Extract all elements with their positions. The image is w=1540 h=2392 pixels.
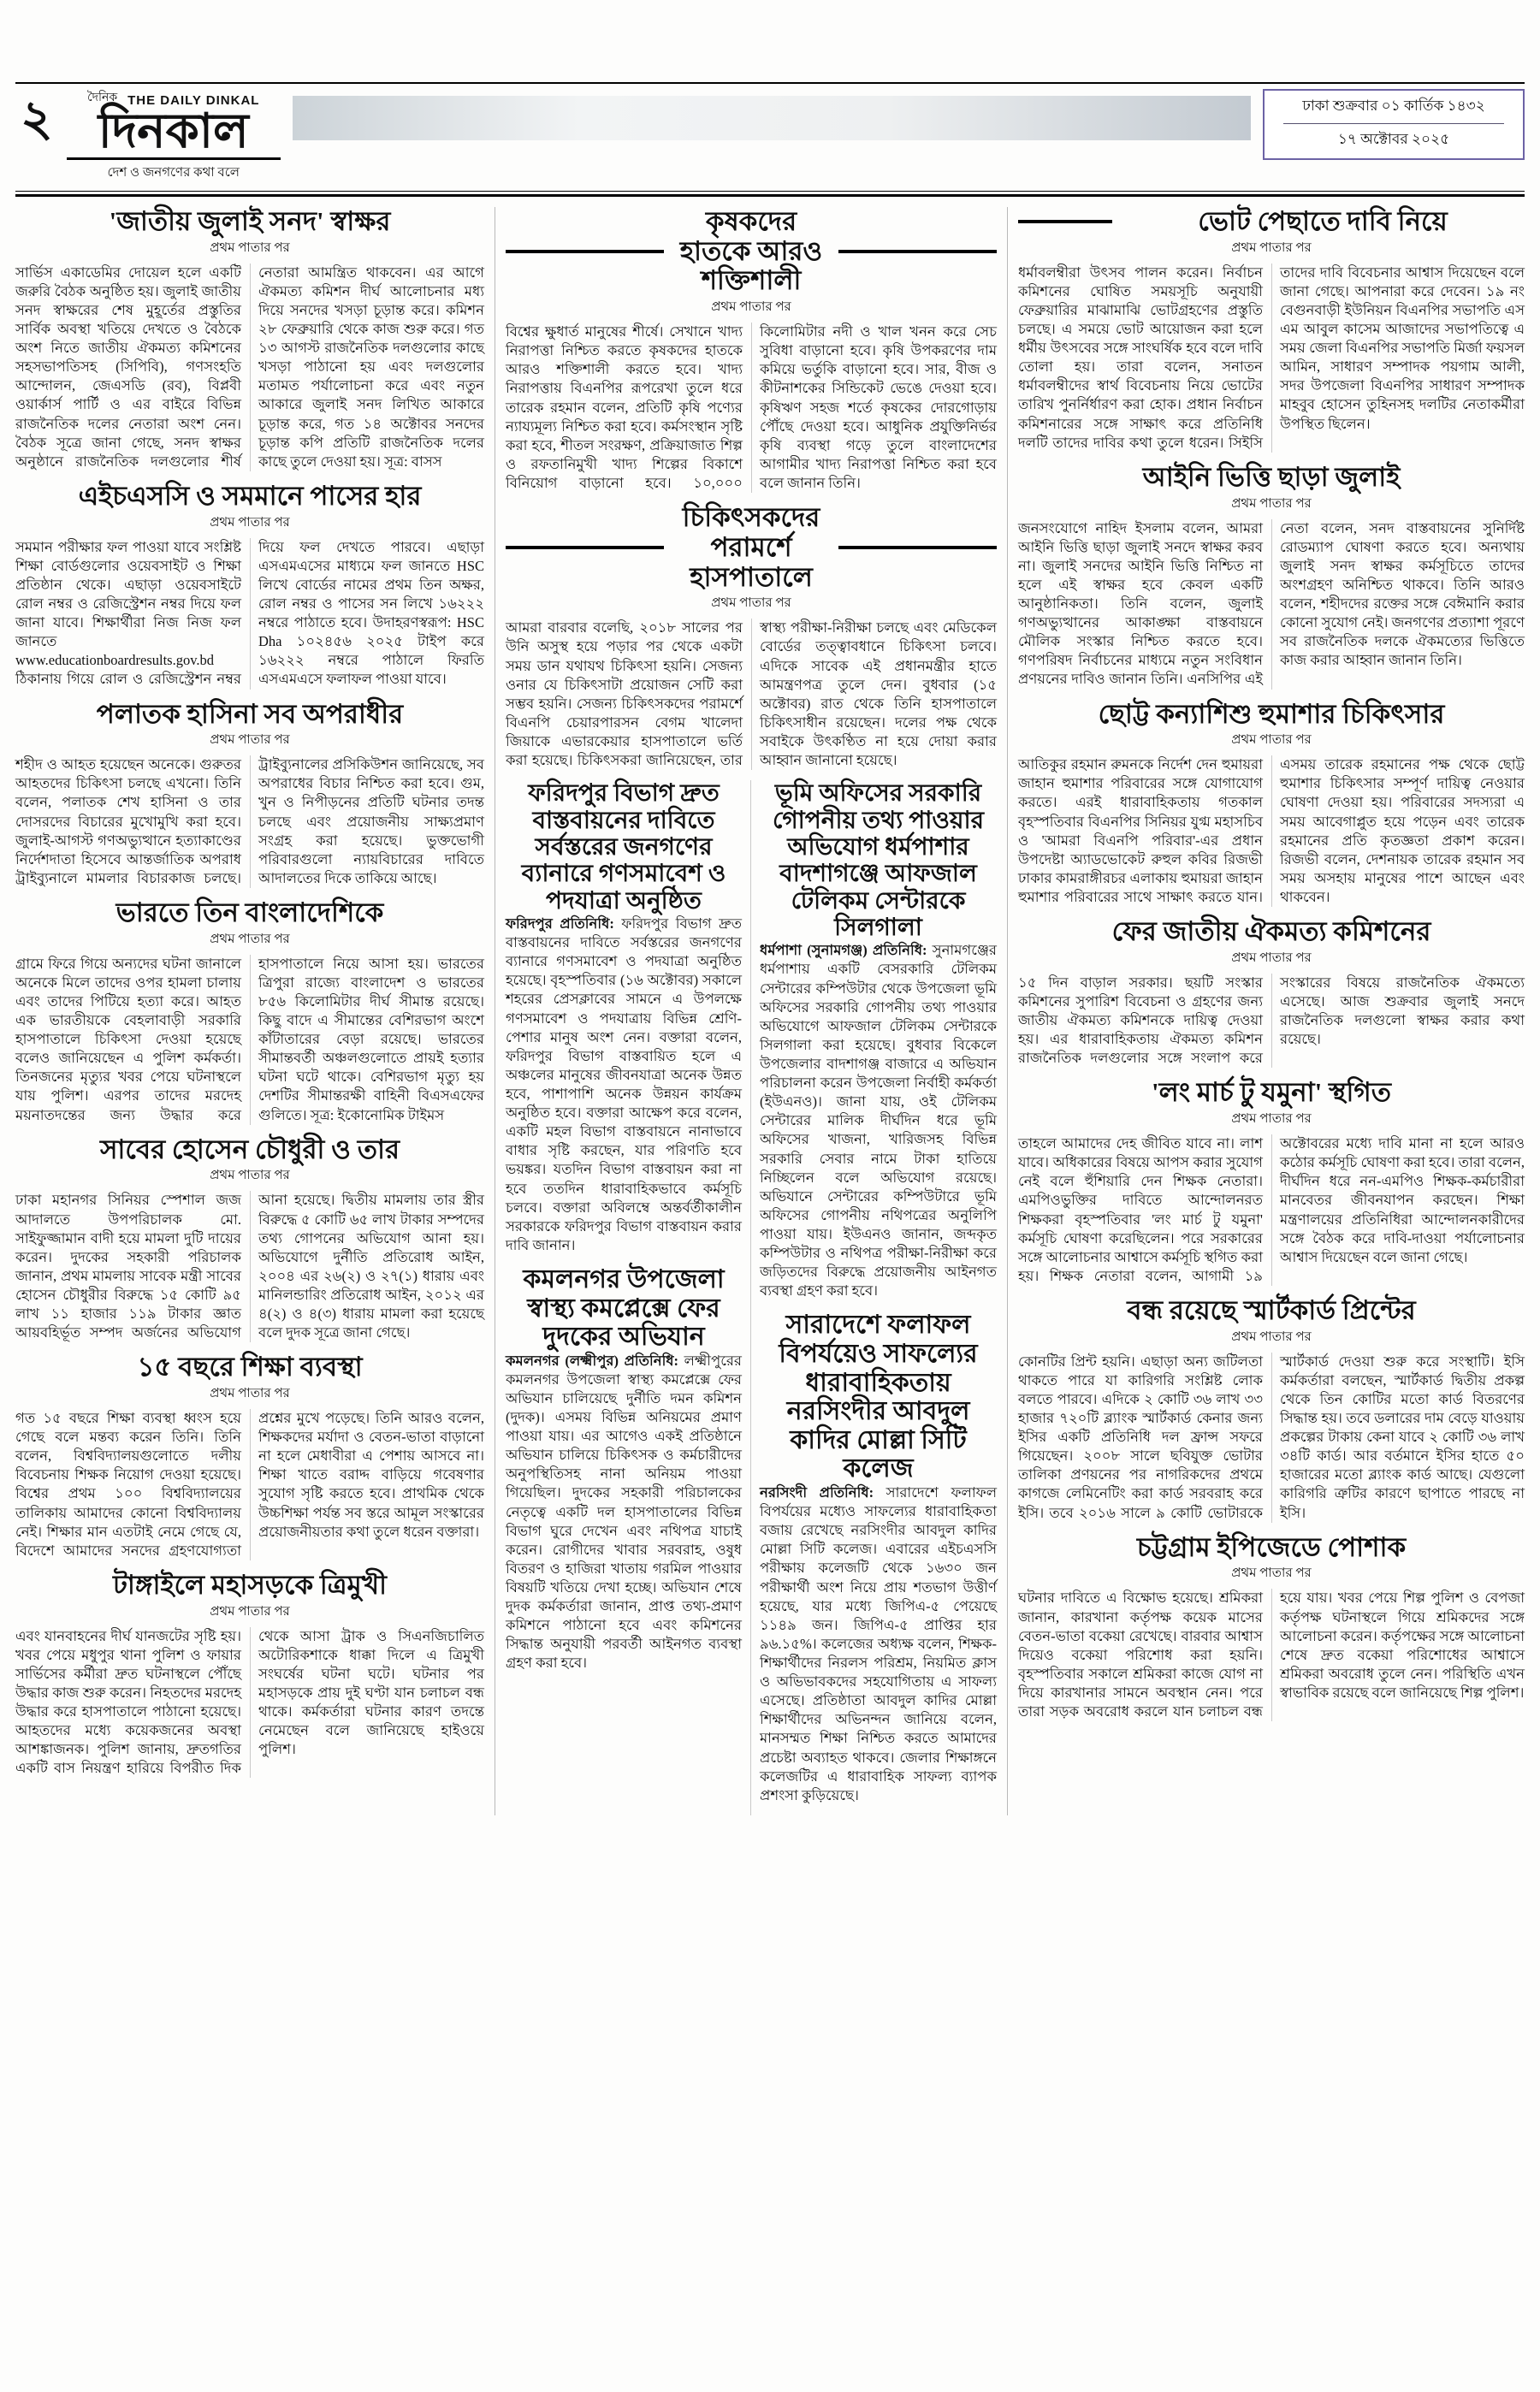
dateline: ধর্মপাশা (সুনামগঞ্জ) প্রতিনিধি: — [760, 942, 927, 959]
article-hsc-pass-rate — [15, 482, 484, 690]
article-education-15-years — [15, 1353, 484, 1560]
article-body: আতিকুর রহমান রুমনকে নির্দেশ দেন হুমায়রা জাহান হুমাশার পরিবারের সঙ্গে যোগাযোগ করতে। এরই ধারাবাহিকতায় গতকাল বৃহস্পতিবার বিএনপির সিনিয়র যুগ্ম মহাসচিব ও 'আমরা বিএনপি পরিবার'-এর প্রধান উপদেষ্টা অ্যাডভোকেট রুহুল কবির রিজভী ঢাকার কামরাঙ্গীরচর এলাকায় হুমায়রা জাহান হুমাশার পরিবারের সাথে সাক্ষাৎ করতে যান। এসময় তারেক রহমানের পক্ষ থেকে ছোট্ট হুমাশার চিকিৎসার সম্পূর্ণ দায়িত্ব নেওয়ার ঘোষণা দেওয়া হয়। পরিবারের সদস্যরা এ সময় আবেগাপ্লুত হয়ে পড়েন এবং তারেক রহমানের প্রতি কৃতজ্ঞতা প্রকাশ করেন। রিজভী বলেন, দেশনায়ক তারেক রহমান সব সময় অসহায় মানুষের পাশে আছেন এবং থাকবেন। — [1018, 756, 1525, 905]
article-body: এবং যানবাহনের দীর্ঘ যানজটের সৃষ্টি হয়। খবর পেয়ে মধুপুর থানা পুলিশ ও ফায়ার সার্ভিসের কর্মীরা দ্রুত ঘটনাস্থলে পৌঁছে উদ্ধার কাজ শুরু করেন। নিহতদের মরদেহ উদ্ধার করে হাসপাতালে পাঠানো হয়েছে। আহতদের মধ্যে কয়েকজনের অবস্থা আশঙ্কাজনক। পুলিশ জানায়, দ্রুতগতির একটি বাস নিয়ন্ত্রণ হারিয়ে বিপরীত দিক থেকে আসা ট্রাক ও সিএনজিচালিত অটোরিকশাকে ধাক্কা দিলে এ ত্রিমুখী সংঘর্ষের ঘটনা ঘটে। ঘটনার পর মহাসড়কে প্রায় দুই ঘণ্টা যান চলাচল বন্ধ থাকে। কর্মকর্তারা ঘটনার কারণ তদন্তে নেমেছেন বলে জানিয়েছে হাইওয়ে পুলিশ। — [15, 1627, 484, 1777]
article-three-bangladeshis-india — [15, 898, 484, 1125]
continued-from-front-page-label: প্রথম পাতার পর — [1231, 950, 1312, 965]
article-khaleda-hospital — [506, 503, 997, 770]
dateline: নরসিংদী প্রতিনিধি: — [760, 1483, 874, 1501]
newspaper-logo — [67, 87, 281, 184]
article-body-text: সারাদেশে ফলাফল বিপর্যয়ের মধ্যেও সাফল্যের ধারাবাহিকতা বজায় রেখেছে নরসিংদীর আবদুল কাদির মোল্লা সিটি কলেজ। এবারের এইচএসসি পরীক্ষায় কলেজটি থেকে ১৬৩০ জন পরীক্ষার্থী অংশ নিয়ে প্রায় শতভাগ উত্তীর্ণ হয়েছে, যার মধ্যে জিপিএ-৫ পেয়েছে ১১৪৯ জন। জিপিএ-৫ প্রাপ্তির হার ৯৬.১৫%। কলেজের অধ্যক্ষ বলেন, শিক্ষক-শিক্ষার্থীদের নিরলস পরিশ্রম, নিয়মিত ক্লাস ও অভিভাবকদের সহযোগিতায় এ সাফল্য এসেছে। প্রতিষ্ঠাতা আবদুল কাদির মোল্লা শিক্ষার্থীদের অভিনন্দন জানিয়ে বলেন, মানসম্মত শিক্ষা নিশ্চিত করতে আমাদের প্রচেষ্টা অব্যাহত থাকবে। জেলার শিক্ষাঙ্গনে কলেজটির এ ধারাবাহিক সাফল্য ব্যাপক প্রশংসা কুড়িয়েছে। — [760, 1483, 997, 1803]
article-farmers-empowerment — [506, 207, 997, 493]
article-body: শহীদ ও আহত হয়েছেন অনেকে। গুরুতর আহতদের চিকিৎসা চলছে এখনো। তিনি বলেন, পলাতক শেখ হাসিনা ও তার দোসরদের বিচারের মুখোমুখি করা হবে। জুলাই-আগস্ট গণঅভ্যুত্থানে হত্যাকাণ্ডের নির্দেশদাতা হিসেবে আন্তর্জাতিক অপরাধ ট্রাইব্যুনালে মামলার বিচারকাজ চলছে। ট্রাইব্যুনালের প্রসিকিউশন জানিয়েছে, সব অপরাধের বিচার নিশ্চিত করা হবে। গুম, খুন ও নিপীড়নের প্রতিটি ঘটনার তদন্ত চলছে এবং প্রয়োজনীয় সাক্ষ্যপ্রমাণ সংগ্রহ করা হয়েছে। ভুক্তভোগী পরিবারগুলো ন্যায়বিচারের দাবিতে আদালতের দিকে তাকিয়ে আছে। — [15, 756, 484, 886]
article-body: গত ১৫ বছরে শিক্ষা ব্যবস্থা ধ্বংস হয়ে গেছে বলে মন্তব্য করেন তিনি। তিনি বলেন, বিশ্ববিদ্যালয়গুলোতে দলীয় বিবেচনায় শিক্ষক নিয়োগ দেওয়া হয়েছে। বিশ্বের প্রথম ১০০ বিশ্ববিদ্যালয়ের তালিকায় আমাদের কোনো বিশ্ববিদ্যালয় নেই। শিক্ষার মান এতটাই নেমে গেছে যে, বিদেশে আমাদের সনদের গ্রহণযোগ্যতা প্রশ্নের মুখে পড়েছে। তিনি আরও বলেন, শিক্ষকদের মর্যাদা ও বেতন-ভাতা বাড়ানো না হলে মেধাবীরা এ পেশায় আসবে না। শিক্ষা খাতে বরাদ্দ বাড়িয়ে গবেষণার সুযোগ সৃষ্টি করতে হবে। প্রাথমিক থেকে উচ্চশিক্ষা পর্যন্ত সব স্তরে আমূল সংস্কারের প্রয়োজনীয়তার কথা তুলে ধরেন বক্তারা। — [15, 1410, 484, 1559]
headline: ভারতে তিন বাংলাদেশিকে — [116, 897, 384, 927]
headline: চিকিৎসকদের পরামর্শে হাসপাতালে — [682, 502, 820, 592]
article-body: গ্রামে ফিরে গিয়ে অন্যদের ঘটনা জানালে অনেকে মিলে তাদের ওপর হামলা চালায় এবং তাদের পিটিয়ে হত্যা করে। আহত এক ভারতীয়কে বেহলাবাড়ী সরকারি হাসপাতালে চিকিৎসা দেওয়া হয়েছে বলেও জানিয়েছেন এ পুলিশ কর্মকর্তা। তিনজনের মৃত্যুর খবর পেয়ে ঘটনাস্থলে যায় পুলিশ। এরপর তাদের মরদেহ ময়নাতদন্তের জন্য উদ্ধার করে হাসপাতালে নিয়ে আসা হয়। ভারতের ত্রিপুরা রাজ্যে বাংলাদেশ ও ভারতের ৮৫৬ কিলোমিটার দীর্ঘ সীমান্ত রয়েছে। কিছু বাদে এ সীমান্তের বেশিরভাগ অংশে কাঁটাতারের বেড়া রয়েছে। ভারতের সীমান্তবর্তী অঞ্চলগুলোতে প্রায়ই হত্যার ঘটনা ঘটে থাকে। বেশিরভাগ মৃত্যু হয় দেশটির সীমান্তরক্ষী বাহিনী বিএসএফের গুলিতে। সূত্র: ইকোনোমিক টাইমস — [15, 955, 484, 1123]
headline-rule-left — [1018, 220, 1112, 223]
continued-from-front-page-label: প্রথম পাতার পর — [1231, 496, 1312, 511]
headline: ছোট্ট কন্যাশিশু হুমাশার চিকিৎসার — [1098, 698, 1445, 729]
dateline: কমলনগর (লক্ষ্মীপুর) প্রতিনিধি: — [506, 1352, 679, 1369]
article-kamalnagar-dudak-raid — [506, 1265, 742, 1673]
article-vote-postpone-demand — [1018, 207, 1525, 453]
dateline: ফরিদপুর প্রতিনিধি: — [506, 915, 614, 932]
article-ctg-epz-garments — [1018, 1533, 1525, 1721]
middle-column-group — [495, 207, 1008, 1815]
headline-rule-right — [838, 250, 997, 253]
article-body: সার্ভিস একাডেমির দোয়েল হলে একটি জরুরি বৈঠক অনুষ্ঠিত হয়। জুলাই জাতীয় সনদ স্বাক্ষরের শেষ মুহূর্তের প্রস্তুতির সার্বিক অবস্থা খতিয়ে দেখতে ও বৈঠকে অংশ নিতে জাতীয় ঐকমত্য কমিশনের সহসভাপতিসহ (সিপিবি), গণসংহতি আন্দোলন, জেএসডি (রব), বিপ্লবী ওয়ার্কার্স পার্টি ও এর বাইরে বিভিন্ন রাজনৈতিক দলের নেতারা অংশ নেন। বৈঠক সূত্রে জানা গেছে, সনদ স্বাক্ষর অনুষ্ঠানে রাজনৈতিক দলগুলোর শীর্ষ নেতারা আমন্ত্রিত থাকবেন। এর আগে ঐকমত্য কমিশন দীর্ঘ আলোচনার মধ্য দিয়ে সনদের খসড়া চূড়ান্ত করে। কমিশন ২৮ ফেব্রুয়ারি থেকে কাজ শুরু করে। গত ১৩ আগস্ট রাজনৈতিক দলগুলোর কাছে খসড়া পাঠানো হয় এবং দলগুলোর মতামত পর্যালোচনা করে এবং নতুন আকারে জুলাই সনদ লিখিত আকারে চূড়ান্ত করে, গত ১৪ অক্টোবর সনদের চূড়ান্ত কপি প্রতিটি রাজনৈতিক দলের কাছে তুলে দেওয়া হয়। সূত্র: বাসস — [15, 263, 484, 470]
article-tangail-highway-crash — [15, 1571, 484, 1779]
article-body: কোনটির প্রিন্ট হয়নি। এছাড়া অন্য জটিলতা থাকতে পারে যা কারিগরি সংশ্লিষ্ট লোক বলতে পারবে। এদিকে ২ কোটি ৩৬ লাখ ৩৩ হাজার ৭২০টি ব্ল্যাংক স্মার্টকার্ড কেনার জন্য ইসির একটি প্রতিনিধি দল ফ্রান্স সফরে গিয়েছেন। ২০০৮ সালে ছবিযুক্ত ভোটার তালিকা প্রণয়নের পর নাগরিকদের প্রথমে কাগজে লেমিনেটিং করা কার্ড সরবরাহ করে ইসি। তবে ২০১৬ সালে ৯ কোটি ভোটারকে স্মার্টকার্ড দেওয়া শুরু করে সংস্থাটি। ইসি কর্মকর্তারা বলছেন, স্মার্টকার্ড দ্বিতীয় প্রকল্প থেকে তিন কোটির মতো কার্ড বিতরণের সিদ্ধান্ত হয়। তবে ডলারের দাম বেড়ে যাওয়ায় প্রকল্পের টাকায় কেনা যাবে ২ কোটি ৩৬ লাখ ৩৪টি কার্ড। আর বর্তমানে ইসির হাতে ৫০ হাজারের মতো ব্ল্যাংক কার্ড আছে। যেগুলো কারিগরি ত্রুটির কারণে ছাপাতে পারছে না ইসি। — [1018, 1353, 1525, 1521]
continued-from-front-page-label: প্রথম পাতার পর — [210, 932, 290, 946]
headline: কমলনগর উপজেলা স্বাস্থ্য কমপ্লেক্সে ফের দুদকের অভিযান — [523, 1264, 725, 1352]
article-body: সমমান পরীক্ষার ফল পাওয়া যাবে সংশ্লিষ্ট শিক্ষা বোর্ডগুলোর ওয়েবসাইট ও শিক্ষা প্রতিষ্ঠান থেকে। এছাড়া ওয়েবসাইটে রোল নম্বর ও রেজিস্ট্রেশন নম্বর দিয়ে ফল জানা যাবে। শিক্ষার্থীরা নিজ নিজ ফল জানতে www.educationboardresults.gov.bd ঠিকানায় গিয়ে রোল ও রেজিস্ট্রেশন নম্বর দিয়ে ফল দেখতে পারবে। এছাড়া এসএমএসের মাধ্যমে ফল জানতে HSC লিখে বোর্ডের নামের প্রথম তিন অক্ষর, রোল নম্বর ও পাসের সন লিখে ১৬২২২ নম্বরে পাঠাতে হবে। উদাহরণস্বরূপ: HSC Dha ১০২৪৫৬ ২০২৫ টাইপ করে ১৬২২২ নম্বরে পাঠালে ফিরতি এসএমএসে ফলাফল পাওয়া যাবে। — [15, 538, 484, 688]
article-body: ধর্মাবলম্বীরা উৎসব পালন করেন। নির্বাচন কমিশনের ঘোষিত সময়সূচি অনুযায়ী ফেব্রুয়ারির মাঝামাঝি ভোটগ্রহণের প্রস্তুতি চলছে। এ সময়ে ভোট আয়োজন করা হলে ধর্মীয় উৎসবের সঙ্গে সাংঘর্ষিক হবে বলে দাবি তোলা হয়। তারা বলেন, সনাতন ধর্মাবলম্বীদের স্বার্থ বিবেচনায় নিয়ে ভোটের তারিখ পুনর্নির্ধারণ করা হোক। প্রধান নির্বাচন কমিশনারের সঙ্গে সাক্ষাৎ করে প্রতিনিধি দলটি তাদের দাবির কথা তুলে ধরেন। সিইসি তাদের দাবি বিবেচনার আশ্বাস দিয়েছেন বলে জানা গেছে। আপনারা করে দেবেন। ১৯ নং বেগুনবাড়ী ইউনিয়ন বিএনপির সভাপতি এস এম আবুল কাসেম আজাদের সভাপতিত্বে এ সময় জেলা বিএনপির সভাপতি মির্জা ফয়সল আমিন, সাধারণ সম্পাদক পয়গাম আলী, সদর উপজেলা বিএনপির সাধারণ সম্পাদক মাহবুব হোসেন তুহিনসহ দলটির নেতাকর্মীরা উপস্থিত ছিলেন। — [1018, 263, 1525, 451]
headline: ফরিদপুর বিভাগ দ্রুত বাস্তবায়নের দাবিতে সর্বস্তরের জনগণের ব্যানারে গণসমাবেশ ও পদযাত্রা অনুষ্ঠিত — [521, 780, 726, 915]
headline-rule-left — [506, 546, 664, 549]
article-consensus-commission-extension — [1018, 917, 1525, 1068]
headline: ফের জাতীয় ঐকমত্য কমিশনের — [1111, 916, 1431, 947]
article-body-text: লক্ষ্মীপুরের কমলনগর উপজেলা স্বাস্থ্য কমপ্লেক্সে ফের অভিযান চালিয়েছে দুর্নীতি দমন কমিশন (দুদক)। এসময় বিভিন্ন অনিয়মের প্রমাণ পাওয়া যায়। এর আগেও একই প্রতিষ্ঠানে অভিযান চালিয়ে চিকিৎসক ও কর্মচারীদের অনুপস্থিতিসহ নানা অনিয়ম পাওয়া গিয়েছিল। দুদকের সহকারী পরিচালকের নেতৃত্বে একটি দল হাসপাতালের বিভিন্ন বিভাগ ঘুরে দেখেন এবং নথিপত্র যাচাই করেন। রোগীদের খাবার সরবরাহ, ওষুধ বিতরণ ও হাজিরা খাতায় গরমিল পাওয়ার বিষয়টি খতিয়ে দেখা হচ্ছে। অভিযান শেষে দুদক কর্মকর্তারা জানান, প্রাপ্ত তথ্য-প্রমাণ কমিশনে পাঠানো হবে এবং কমিশনের সিদ্ধান্ত অনুযায়ী পরবর্তী আইনগত ব্যবস্থা গ্রহণ করা হবে। — [506, 1352, 742, 1672]
date-gregorian: ১৭ অক্টোবর ২০২৫ — [1337, 131, 1450, 147]
article-body — [506, 1352, 742, 1673]
article-faridpur-division-rally — [506, 780, 742, 1255]
article-july-charter — [15, 207, 484, 471]
article-body-text: ফরিদপুর বিভাগ দ্রুত বাস্তবায়নের দাবিতে সর্বস্তরের জনগণের ব্যানারে গণসমাবেশ ও পদযাত্রা অনুষ্ঠিত হয়েছে। বৃহস্পতিবার (১৬ অক্টোবর) সকালে শহরের প্রেসক্লাবের সামনে এ উপলক্ষে গণসমাবেশ ও পদযাত্রায় বিভিন্ন শ্রেণি-পেশার মানুষ অংশ নেন। বক্তারা বলেন, ফরিদপুর বিভাগ বাস্তবায়িত হলে এ অঞ্চলের মানুষের জীবনযাত্রা অনেক উন্নত হবে, পাশাপাশি অনেক উন্নয়ন কার্যক্রম অনুষ্ঠিত হবে। বক্তারা আক্ষেপ করে বলেন, একটি মহল বিভাগ বাস্তবায়নে নানাভাবে বাধার সৃষ্টি করছেন, যার পরিণতি হবে ভয়ঙ্কর। যতদিন বিভাগ বাস্তবায়ন করা না হবে ততদিন ধারাবাহিকভাবে কর্মসূচি চলবে। বক্তারা অবিলম্বে অন্তর্বর্তীকালীন সরকারকে ফরিদপুর বিভাগ বাস্তবায়ন করার দাবি জানান। — [506, 915, 743, 1253]
article-body: ঘটনার দাবিতে এ বিক্ষোভ হয়েছে। শ্রমিকরা জানান, কারখানা কর্তৃপক্ষ কয়েক মাসের বেতন-ভাতা বকেয়া রেখেছে। বারবার আশ্বাস দিয়েও বকেয়া পরিশোধ করা হয়নি। বৃহস্পতিবার সকালে শ্রমিকরা কাজে যোগ না দিয়ে কারখানার সামনে অবস্থান নেন। পরে তারা সড়ক অবরোধ করলে যান চলাচল বন্ধ হয়ে যায়। খবর পেয়ে শিল্প পুলিশ ও বেপজা কর্তৃপক্ষ ঘটনাস্থলে গিয়ে শ্রমিকদের সঙ্গে আলোচনা করেন। কর্তৃপক্ষের সঙ্গে আলোচনা শেষে দ্রুত বকেয়া পরিশোধের আশ্বাসে শ্রমিকরা অবরোধ তুলে নেন। পরিস্থিতি এখন স্বাভাবিক রয়েছে বলে জানিয়েছে শিল্প পুলিশ। — [1018, 1590, 1525, 1720]
masthead — [15, 82, 1525, 184]
headline: আইনি ভিত্তি ছাড়া জুলাই — [1142, 461, 1401, 492]
article-body-text: সুনামগঞ্জের ধর্মপাশায় একটি বেসরকারি টেলিকম সেন্টারের কম্পিউটার থেকে উপজেলা ভূমি অফিসের সরকারি গোপনীয় তথ্য পাওয়ার অভিযোগে আফজাল টেলিকম সেন্টারকে সিলগালা করা হয়েছে। বুধবার বিকেলে উপজেলার বাদশাগঞ্জ বাজারে এ অভিযান পরিচালনা করেন উপজেলা নির্বাহী কর্মকর্তা (ইউএনও)। জানা যায়, ওই টেলিকম সেন্টারের মালিক দীর্ঘদিন ধরে ভূমি অফিসের খাজনা, খারিজসহ বিভিন্ন সরকারি সেবার নামে টাকা হাতিয়ে নিচ্ছিলেন বলে অভিযোগ রয়েছে। অভিযানে সেন্টারের কম্পিউটারে ভূমি অফিসের গোপনীয় নথিপত্রের অনুলিপি পাওয়া যায়। ইউএনও জানান, জব্দকৃত কম্পিউটার ও নথিপত্র পরীক্ষা-নিরীক্ষা করে জড়িতদের বিরুদ্ধে প্রয়োজনীয় আইনগত ব্যবস্থা গ্রহণ করা হবে। — [760, 942, 997, 1300]
article-body: ১৫ দিন বাড়াল সরকার। ছয়টি সংস্কার কমিশনের সুপারিশ বিবেচনা ও গ্রহণের জন্য জাতীয় ঐকমত্য কমিশনকে দায়িত্ব দেওয়া হয়। এর ধারাবাহিকতায় ঐকমত্য কমিশন রাজনৈতিক দলগুলোর সঙ্গে সংলাপ করে সংস্কারের বিষয়ে রাজনৈতিক ঐকমত্যে এসেছে। আজ শুক্রবার জুলাই সনদে রাজনৈতিক দলগুলো স্বাক্ষর করার কথা রয়েছে। — [1018, 974, 1525, 1067]
date-divider — [1283, 123, 1504, 124]
headline: ভোট পেছাতে দাবি নিয়ে — [1198, 206, 1448, 236]
headline: ভূমি অফিসের সরকারি গোপনীয় তথ্য পাওয়ার অভিযোগ ধর্মপাশার বাদশাগঞ্জে আফজাল টেলিকম সেন্টারকে সিলগালা — [772, 780, 985, 941]
masthead-banner — [293, 96, 1251, 140]
article-saber-hossain-chowdhury — [15, 1135, 484, 1343]
article-long-march-jamuna-postponed — [1018, 1078, 1525, 1286]
article-body — [760, 1483, 997, 1805]
middle-sub-columns — [506, 780, 997, 1815]
left-column-group — [15, 207, 495, 1815]
page-content — [15, 207, 1525, 1815]
headline: পলাতক হাসিনা সব অপরাধীর — [96, 698, 404, 729]
article-july-legal-basis — [1018, 463, 1525, 690]
headline: সারাদেশে ফলাফল বিপর্যয়েও সাফল্যের ধারাবাহিকতায় নরসিংদীর আবদুল কাদির মোল্লা সিটি কলেজ — [779, 1311, 978, 1483]
continued-from-front-page-label: প্রথম পাতার পর — [210, 1604, 290, 1619]
headline: চট্টগ্রাম ইপিজেডে পোশাক — [1136, 1531, 1407, 1562]
article-body: বিশ্বের ক্ষুধার্ত মানুষের শীর্ষে। সেখানে খাদ্য নিরাপত্তা নিশ্চিত করতে কৃষকদের হাতকে আরও শক্তিশালী করতে হবে। খাদ্য নিরাপত্তায় বিএনপির রূপরেখা তুলে ধরে তারেক রহমান বলেন, প্রতিটি কৃষি পণ্যের ন্যায্যমূল্য নিশ্চিত করা হবে। কর্মসংস্থান সৃষ্টি করা হবে, শীতল সংরক্ষণ, প্রক্রিয়াজাত শিল্প ও রফতানিমুখী খাদ্য শিল্পের বিকাশে বিনিয়োগ বাড়ানো হবে। ১০,০০০ কিলোমিটার নদী ও খাল খনন করে সেচ সুবিধা বাড়ানো হবে। কৃষি উপকরণের দাম কমিয়ে ভর্তুকি বাড়ানো হবে। সার, বীজ ও কীটনাশকের সিন্ডিকেট ভেঙে দেওয়া হবে। কৃষিঋণ সহজ শর্তে কৃষকের দোরগোড়ায় পৌঁছে দেওয়া হবে। আধুনিক প্রযুক্তিনির্ভর কৃষি ব্যবস্থা গড়ে তুলে বাংলাদেশের আগামীর খাদ্য নিরাপত্তা নিশ্চিত করা হবে বলে জানান তিনি। — [506, 323, 997, 492]
article-akm-city-college — [760, 1311, 997, 1804]
continued-from-front-page-label: প্রথম পাতার পর — [1231, 1112, 1312, 1127]
right-column-group — [1008, 207, 1525, 1815]
article-body: জনসংযোগে নাহিদ ইসলাম বলেন, আমরা আইনি ভিত্তি ছাড়া জুলাই সনদে স্বাক্ষর করব না। জুলাই সনদের আইনি ভিত্তি নিশ্চিত না হলে এই স্বাক্ষর হবে কেবল একটি আনুষ্ঠানিকতা। তিনি বলেন, জুলাই গণঅভ্যুত্থানের আকাঙ্ক্ষা বাস্তবায়নে মৌলিক সংস্কার নিশ্চিত করতে হবে। গণপরিষদ নির্বাচনের মাধ্যমে নতুন সংবিধান প্রণয়নের দাবিও জানান তিনি। এনসিপির এই নেতা বলেন, সনদ বাস্তবায়নের সুনির্দিষ্ট রোডম্যাপ ঘোষণা করতে হবে। অন্যথায় জুলাই সনদ স্বাক্ষর কর্মসূচিতে তাদের অংশগ্রহণ অনিশ্চিত থাকবে। তিনি আরও বলেন, শহীদদের রক্তের সঙ্গে বেঈমানি করার কোনো সুযোগ নেই। জনগণের প্রত্যাশা পূরণে সব রাজনৈতিক দলকে ঐকমত্যের ভিত্তিতে কাজ করার আহ্বান জানান তিনি। — [1018, 519, 1525, 688]
tagline: দেশ ও জনগণের কথা বলে — [107, 166, 240, 180]
headline: কৃষকদের হাতকে আরও শক্তিশালী — [679, 206, 823, 296]
article-body — [760, 941, 997, 1300]
middle-sub-column-left — [506, 780, 751, 1815]
continued-from-front-page-label: প্রথম পাতার পর — [210, 1387, 290, 1401]
page-number: ২ — [21, 91, 53, 146]
headline: ১৫ বছরে শিক্ষা ব্যবস্থা — [137, 1352, 363, 1383]
headline: 'লং মার্চ টু যমুনা' স্থগিত — [1151, 1077, 1392, 1108]
continued-from-front-page-label: প্রথম পাতার পর — [210, 1169, 290, 1183]
article-body: তাহলে আমাদের দেহ জীবিত যাবে না। লাশ যাবে। অধিকারের বিষয়ে আপস করার সুযোগ নেই বলে হুঁশিয়ারি দেন শিক্ষক নেতারা। এমপিওভুক্তির দাবিতে আন্দোলনরত শিক্ষকরা বৃহস্পতিবার 'লং মার্চ টু যমুনা' কর্মসূচি ঘোষণা করেছিলেন। পরে সরকারের সঙ্গে আলোচনার আশ্বাসে কর্মসূচি স্থগিত করা হয়। শিক্ষক নেতারা বলেন, আগামী ১৯ অক্টোবরের মধ্যে দাবি মানা না হলে আরও কঠোর কর্মসূচি ঘোষণা করা হবে। তারা বলেন, দীর্ঘদিন ধরে নন-এমপিও শিক্ষক-কর্মচারীরা মানবেতর জীবনযাপন করছেন। শিক্ষা মন্ত্রণালয়ের প্রতিনিধিরা আন্দোলনকারীদের সঙ্গে বৈঠক করে দাবি-দাওয়া পর্যালোচনার আশ্বাস দিয়েছেন বলে জানা গেছে। — [1018, 1135, 1525, 1284]
article-body — [506, 915, 742, 1255]
date-bangla: ঢাকা শুক্রবার ০১ কার্তিক ১৪৩২ — [1302, 98, 1485, 114]
bangla-title-logo: দিনকাল — [67, 108, 281, 160]
daily-label: দৈনিক — [86, 90, 118, 104]
masthead-divider-rule — [15, 191, 1525, 197]
article-smartcard-printer-closed — [1018, 1296, 1525, 1523]
article-body: আমরা বারবার বলেছি, ২০১৮ সালের পর উনি অসুস্থ হয়ে পড়ার পর থেকে একটা সময় ডান যথাযথ চিকিৎসা হয়নি। সেজন্য ওনার যে চিকিৎসাটা প্রয়োজন সেটি করা সম্ভব হয়নি। সেজন্য চিকিৎসকদের পরামর্শে বিএনপি চেয়ারপারসন বেগম খালেদা জিয়াকে এভারকেয়ার হাসপাতালে ভর্তি করা হয়েছে। চিকিৎসকরা জানিয়েছেন, তার স্বাস্থ্য পরীক্ষা-নিরীক্ষা চলছে এবং মেডিকেল বোর্ডের তত্ত্বাবধানে চিকিৎসা চলবে। এদিকে সাবেক এই প্রধানমন্ত্রীর হাতে আমন্ত্রণপত্র তুলে দেন। বুধবার (১৫ অক্টোবর) রাত থেকে তিনি হাসপাতালে চিকিৎসাধীন রয়েছেন। দলের পক্ষ থেকে সবাইকে উৎকণ্ঠিত না হয়ে দোয়া করার আহ্বান জানানো হয়েছে। — [506, 619, 997, 769]
headline-rule-right — [838, 546, 997, 549]
headline: 'জাতীয় জুলাই সনদ' স্বাক্ষর — [109, 206, 391, 236]
continued-from-front-page-label: প্রথম পাতার পর — [210, 515, 290, 530]
continued-from-front-page-label: প্রথম পাতার পর — [1231, 240, 1312, 255]
article-body: ঢাকা মহানগর সিনিয়র স্পেশাল জজ আদালতে উপপরিচালক মো. সাইফুজ্জামান বাদী হয়ে মামলা দুটি দায়ের করেন। দুদকের সহকারী পরিচালক জানান, প্রথম মামলায় সাবেক মন্ত্রী সাবের হোসেন চৌধুরীর বিরুদ্ধে ১৫ কোটি ৯৫ লাখ ১১ হাজার ১১৯ টাকার জ্ঞাত আয়বহির্ভূত সম্পদ অর্জনের অভিযোগ আনা হয়েছে। দ্বিতীয় মামলায় তার স্ত্রীর বিরুদ্ধে ৫ কোটি ৬৫ লাখ টাকার সম্পদের তথ্য গোপনের অভিযোগ আনা হয়। অভিযোগে দুর্নীতি প্রতিরোধ আইন, ২০০৪ এর ২৬(২) ও ২৭(১) ধারায় এবং মানিলন্ডারিং প্রতিরোধ আইন, ২০১২ এর ৪(২) ও ৪(৩) ধারায় মামলা করা হয়েছে বলে দুদক সূত্রে জানা গেছে। — [15, 1192, 484, 1341]
continued-from-front-page-label: প্রথম পাতার পর — [1231, 1566, 1312, 1581]
continued-from-front-page-label: প্রথম পাতার পর — [210, 733, 290, 748]
continued-from-front-page-label: প্রথম পাতার পর — [711, 596, 791, 611]
headline: এইচএসসি ও সমমানে পাসের হার — [78, 480, 422, 511]
continued-from-front-page-label: প্রথম পাতার পর — [1231, 1329, 1312, 1344]
continued-from-front-page-label: প্রথম পাতার পর — [210, 240, 290, 255]
article-child-humasha-treatment — [1018, 700, 1525, 908]
article-hasina-fugitive — [15, 700, 484, 888]
continued-from-front-page-label: প্রথম পাতার পর — [711, 300, 791, 315]
date-box — [1263, 89, 1525, 160]
middle-sub-column-right — [751, 780, 997, 1815]
article-telecom-centre-sealed — [760, 780, 997, 1300]
headline: টাঙ্গাইলে মহাসড়কে ত্রিমুখী — [113, 1569, 387, 1600]
english-title: THE DAILY DINKAL — [127, 93, 260, 108]
headline-rule-left — [506, 250, 664, 253]
headline: সাবের হোসেন চৌধুরী ও তার — [99, 1134, 400, 1164]
headline: বন্ধ রয়েছে স্মার্টকার্ড প্রিন্টের — [1127, 1294, 1416, 1325]
continued-from-front-page-label: প্রথম পাতার পর — [1231, 733, 1312, 748]
